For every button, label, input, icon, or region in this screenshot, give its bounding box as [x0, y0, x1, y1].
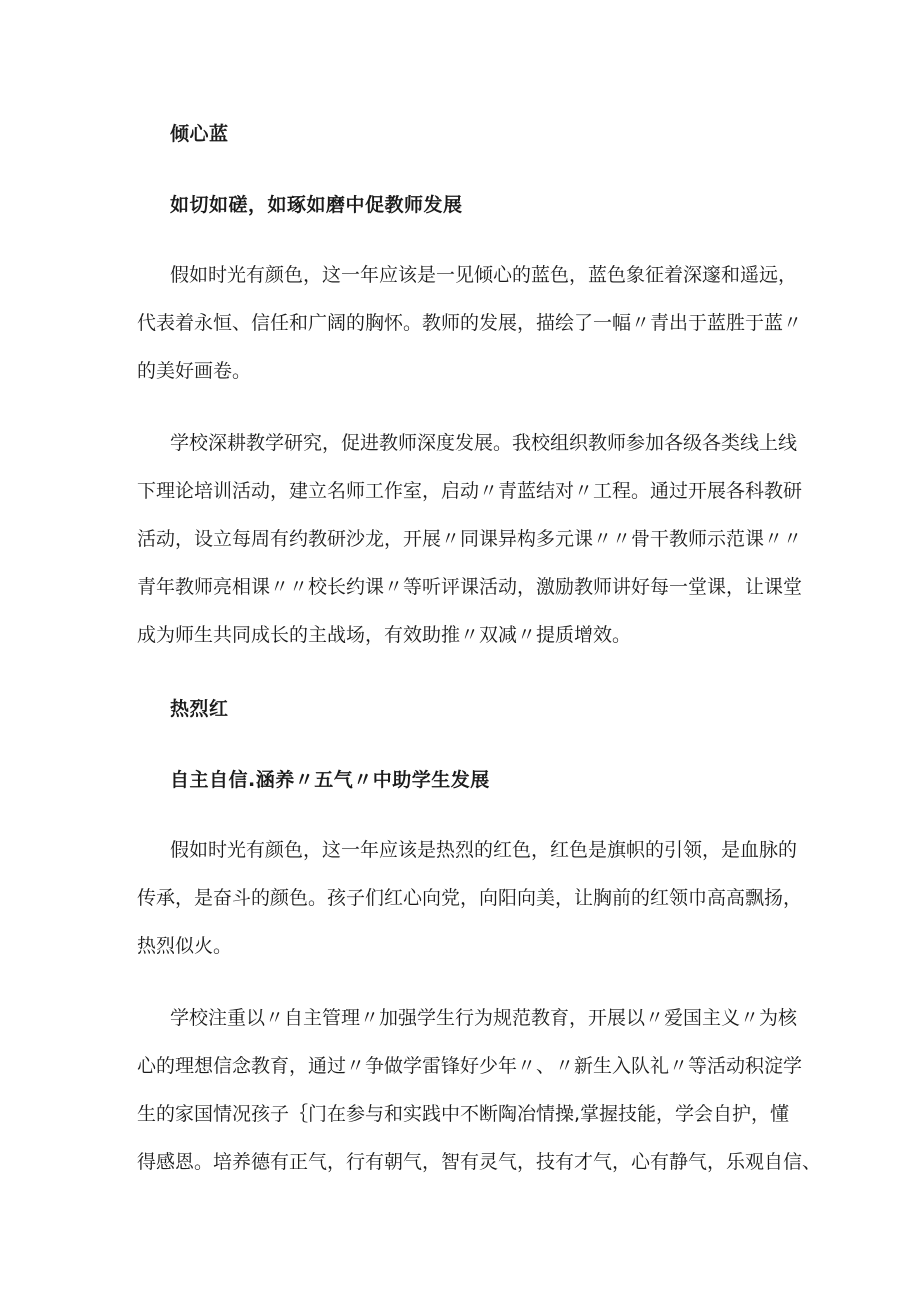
section-title-red: 热烈红 [170, 698, 229, 720]
paragraph-line: 代表着永恒、信任和广阔的胸怀。教师的发展，描绘了一幅〃青出于蓝胜于蓝〃 [137, 312, 803, 334]
paragraph-line: 下理论培训活动，建立名师工作室，启动〃青蓝结对〃工程。通过开展各科教研 [137, 480, 803, 502]
paragraph-line: 假如时光有颜色，这一年应该是一见倾心的蓝色，蓝色象征着深邃和遥远， [170, 264, 798, 286]
paragraph-line: 学校深耕教学研究，促进教师深度发展。我校组织教师参加各级各类线上线 [170, 432, 798, 454]
paragraph-blue-body [137, 419, 803, 659]
section-subtitle-red: 自主自信.涵养〃五气〃中助学生发展 [170, 769, 490, 791]
section-title-blue: 倾心蓝 [170, 123, 229, 145]
paragraph-red-body [137, 994, 822, 1186]
paragraph-line: 心的理想信念教育，通过〃争做学雷锋好少年〃、〃新生入队礼〃等活动积淀学 [137, 1055, 803, 1077]
section-subtitle-blue: 如切如磋，如琢如磨中促教师发展 [170, 194, 463, 216]
paragraph-line: 传承，是奋斗的颜色。孩子们红心向党，向阳向美，让胸前的红领巾高高飘扬， [137, 887, 803, 909]
paragraph-line: 假如时光有颜色，这一年应该是热烈的红色，红色是旗帜的引领，是血脉的 [170, 839, 798, 861]
paragraph-line: 活动，设立每周有约教研沙龙，开展〃同课异构多元课〃〃骨干教师示范课〃〃 [137, 528, 803, 550]
paragraph-line: 生的家国情况孩子｛门在参与和实践中不断陶冶情操,掌握技能，学会自护，懂 [137, 1103, 790, 1125]
paragraph-line: 学校注重以〃自主管理〃加强学生行为规范教育，开展以〃爱国主义〃为核 [170, 1007, 798, 1029]
paragraph-line: 得感恩。培养德有正气，行有朝气，智有灵气，技有才气，心有静气，乐观自信、 [137, 1151, 822, 1173]
paragraph-line: 热烈似火。 [137, 935, 233, 957]
paragraph-line: 的美好画卷。 [137, 360, 252, 382]
paragraph-line: 青年教师亮相课〃〃校长约课〃等听评课活动，激励教师讲好每一堂课，让课堂 [137, 576, 803, 598]
paragraph-blue-intro [137, 251, 803, 395]
paragraph-red-intro [137, 826, 803, 970]
paragraph-line: 成为师生共同成长的主战场，有效助推〃双减〃提质增效。 [137, 624, 632, 646]
